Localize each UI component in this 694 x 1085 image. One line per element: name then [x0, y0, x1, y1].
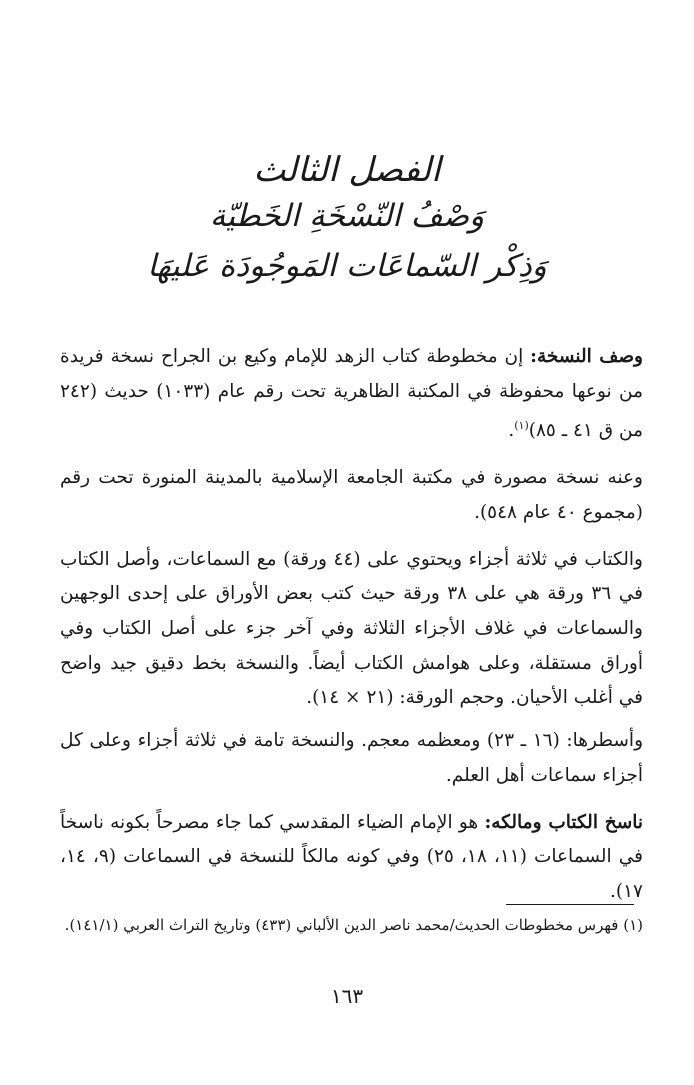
footnote: (١) فهرس مخطوطات الحديث/محمد ناصر الدين الألباني (٤٣٣) وتاريخ التراث العربي (١٤١/١).	[64, 916, 643, 934]
footnote-ref: (١)	[514, 419, 529, 433]
chapter-title-line-2: وَذِكْر السّماعَات المَوجُودَة عَليهَا	[147, 248, 547, 284]
paragraph-text: وأسطرها: (١٦ ـ ٢٣) ومعظمه معجم. والنسخة تامة في ثلاثة أجزاء وعلى كل أجزاء سماعات أهل العلم.	[60, 730, 644, 786]
paragraph-lines	[60, 724, 643, 793]
paragraph-text: إن مخطوطة كتاب الزهد للإمام وكيع بن الجراح نسخة فريدة من نوعها محفوظة في المكتبة الظاهرية تحت رقم عام (١٠٣٣) حديث (٢٤٢ من ق ٤١ ـ ٨٥)	[60, 346, 643, 442]
paragraph-text: والكتاب في ثلاثة أجزاء ويحتوي على (٤٤ ورقة) مع السماعات، وأصل الكتاب في ٣٦ ورقة هي على ٣٨ ورقة حيث كتب بعض الأوراق على إحدى الوجهين والسماعات في غلاف الأجزاء الثلاثة وفي آخر جزء على أصل الكتاب وفي أوراق مستقلة، وعلى هوامش الكتاب أيضاً. والنسخة بخط دقيق جيد واضح في أغلب الأحيان. وحجم الورقة: (٢١ × ١٤).	[60, 548, 643, 709]
paragraph-copyist	[60, 806, 643, 910]
paragraph-term: وصف النسخة:	[530, 346, 643, 367]
paragraph-text: هو الإمام الضياء المقدسي كما جاء مصرحاً بكونه ناسخاً في السماعات (١١، ١٨، ٢٥) وفي كونه مالكاً للنسخة في السماعات (٩، ١٤، ١٧).	[60, 811, 643, 902]
paragraph-manuscript-description	[60, 340, 643, 449]
paragraph-text: وعنه نسخة مصورة في مكتبة الجامعة الإسلامية بالمدينة المنورة تحت رقم (مجموع ٤٠ عام ٥٤٨).	[60, 467, 643, 523]
footnote-divider	[506, 904, 634, 905]
paragraph-book-structure	[60, 543, 643, 717]
page-number: ١٦٣	[330, 984, 364, 1008]
paragraph-term: ناسخ الكتاب ومالكه:	[484, 811, 643, 833]
chapter-title-line-1: وَصْفُ النّسْخَةِ الخَطيّة	[209, 198, 485, 234]
paragraph-photocopy	[60, 461, 643, 530]
chapter-heading: الفصل الثالث	[253, 150, 441, 190]
body-text	[60, 340, 643, 922]
paragraph-end: .	[508, 420, 515, 442]
